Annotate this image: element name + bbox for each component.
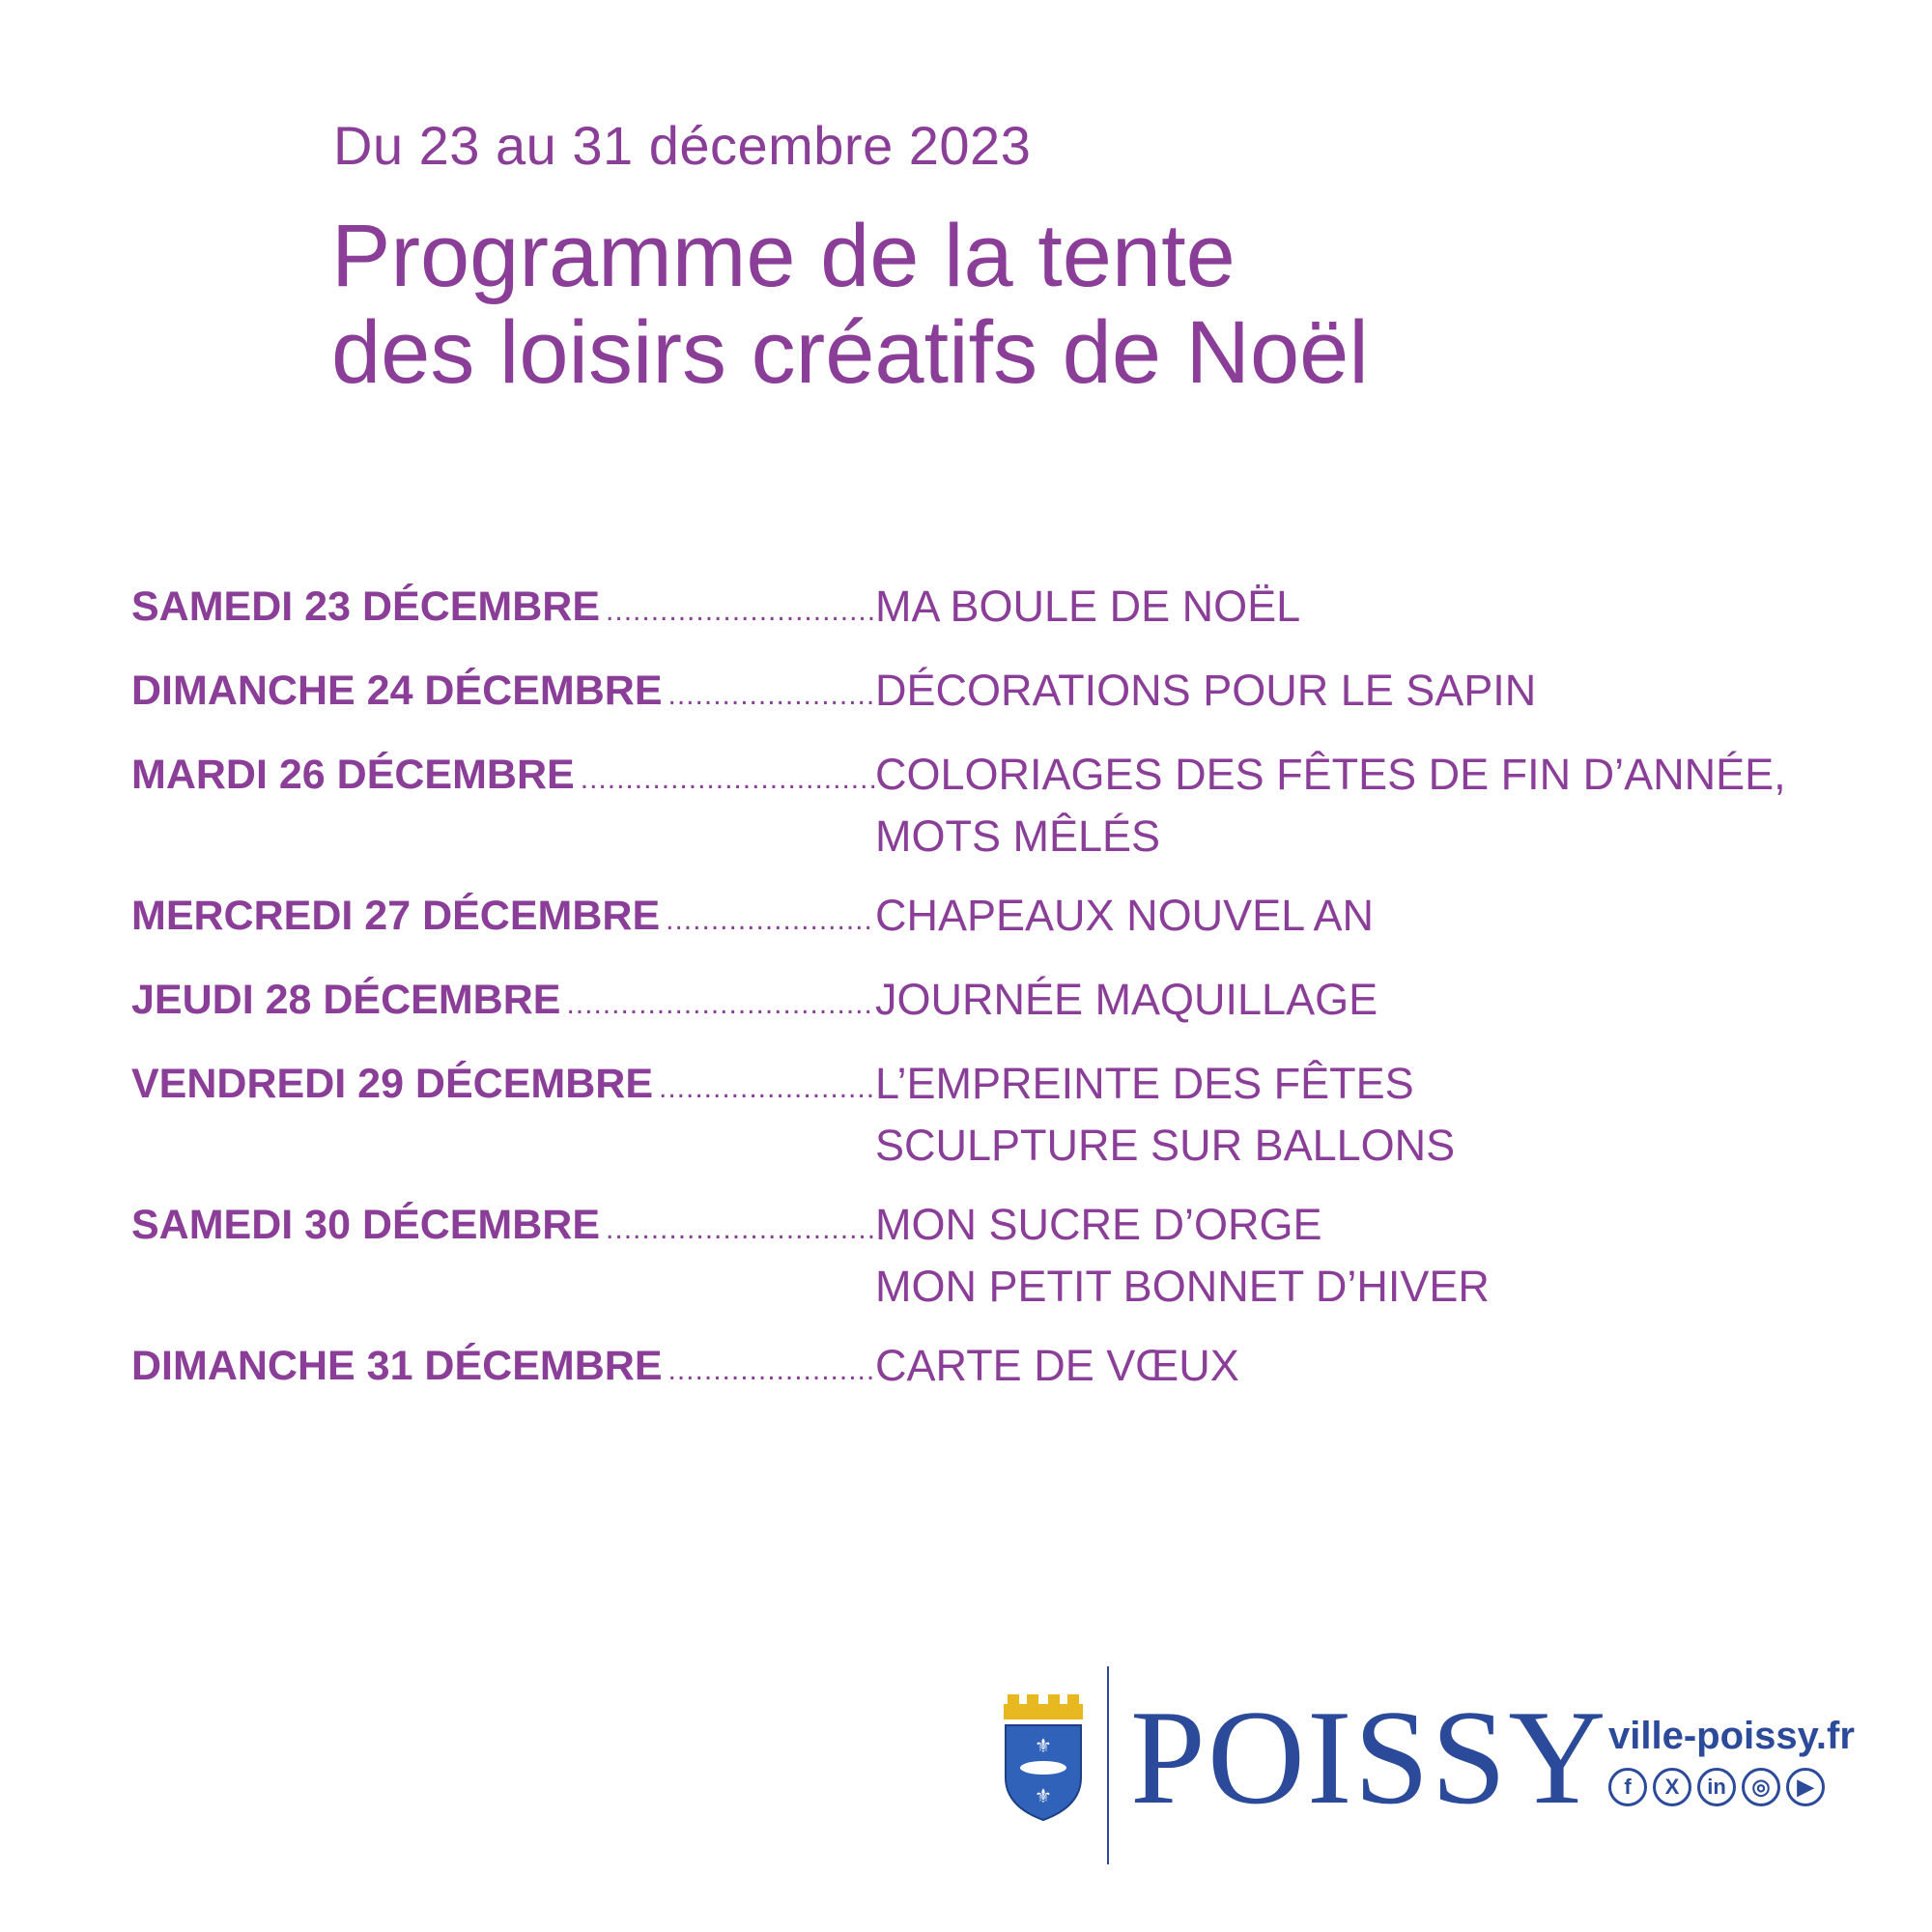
dot-leader: [666, 890, 875, 952]
schedule-activities: [875, 660, 1536, 722]
schedule-row: [131, 1053, 1832, 1177]
schedule-day: [131, 576, 875, 642]
title-line-2: des loisirs créatifs de Noël: [331, 303, 1369, 402]
page-title: [331, 208, 1369, 401]
linkedin-icon[interactable]: in: [1697, 1768, 1736, 1806]
schedule-day: [131, 744, 875, 810]
schedule-day-label: VENDREDI 29 DÉCEMBRE: [131, 1061, 653, 1107]
dot-leader: [606, 581, 875, 642]
schedule-day: [131, 885, 875, 952]
title-line-1: Programme de la tente: [331, 207, 1236, 305]
schedule-row: [131, 1194, 1832, 1318]
schedule-day-label: DIMANCHE 24 DÉCEMBRE: [131, 668, 663, 714]
schedule-activities: [875, 969, 1378, 1031]
activity-label: L’EMPREINTE DES FÊTES: [875, 1059, 1414, 1108]
schedule-day-label: DIMANCHE 31 DÉCEMBRE: [131, 1343, 663, 1389]
dot-leader: [566, 974, 875, 1036]
schedule-activities: [875, 1053, 1455, 1177]
schedule-day-label: MARDI 26 DÉCEMBRE: [131, 752, 575, 798]
activity-label: MOTS MÊLÉS: [875, 811, 1161, 861]
schedule-row: [131, 969, 1832, 1036]
schedule-day: [131, 1194, 875, 1261]
schedule-activities: [875, 885, 1374, 947]
event-dates: Du 23 au 31 décembre 2023: [333, 115, 1032, 176]
svg-text:⚜: ⚜: [1035, 1734, 1052, 1757]
schedule-day: [131, 1335, 875, 1402]
activity-label: CARTE DE VŒUX: [875, 1341, 1239, 1390]
footer-divider: [1107, 1666, 1109, 1864]
activity-label: COLORIAGES DES FÊTES DE FIN D’ANNÉE,: [875, 750, 1786, 799]
schedule-row: [131, 744, 1832, 867]
social-icons: [1608, 1768, 1825, 1806]
instagram-icon[interactable]: ◎: [1742, 1768, 1780, 1806]
dot-leader: [606, 1199, 875, 1261]
schedule-row: [131, 576, 1832, 642]
activity-label: CHAPEAUX NOUVEL AN: [875, 891, 1374, 940]
youtube-icon[interactable]: ▶: [1786, 1768, 1825, 1806]
poissy-crest-icon: [1000, 1689, 1087, 1824]
dot-leader: [668, 665, 875, 726]
svg-text:⚜: ⚜: [1035, 1784, 1052, 1807]
schedule-row: [131, 885, 1832, 952]
dot-leader: [659, 1058, 875, 1120]
dot-leader: [581, 749, 875, 810]
activity-label: SCULPTURE SUR BALLONS: [875, 1121, 1456, 1170]
schedule-day-label: SAMEDI 30 DÉCEMBRE: [131, 1202, 601, 1248]
schedule-row: [131, 660, 1832, 726]
activity-label: MON PETIT BONNET D’HIVER: [875, 1262, 1490, 1311]
schedule-day: [131, 660, 875, 726]
schedule-day-label: SAMEDI 23 DÉCEMBRE: [131, 583, 601, 630]
facebook-icon[interactable]: f: [1608, 1768, 1647, 1806]
schedule-day: [131, 1053, 875, 1120]
schedule-day: [131, 969, 875, 1036]
activity-label: DÉCORATIONS POUR LE SAPIN: [875, 666, 1537, 715]
activity-label: JOURNÉE MAQUILLAGE: [875, 975, 1378, 1024]
activity-label: MON SUCRE D’ORGE: [875, 1200, 1322, 1249]
schedule-activities: [875, 1335, 1239, 1397]
schedule-day-label: MERCREDI 27 DÉCEMBRE: [131, 893, 661, 939]
schedule-row: [131, 1335, 1832, 1402]
schedule-activities: [875, 576, 1300, 638]
schedule-activities: [875, 1194, 1490, 1318]
schedule-list: [131, 576, 1832, 1419]
poissy-logo: POISSY: [1130, 1683, 1608, 1833]
x-icon[interactable]: X: [1653, 1768, 1691, 1806]
schedule-activities: [875, 744, 1786, 867]
dot-leader: [668, 1340, 875, 1402]
schedule-day-label: JEUDI 28 DÉCEMBRE: [131, 977, 561, 1023]
activity-label: MA BOULE DE NOËL: [875, 582, 1301, 631]
website-link[interactable]: ville-poissy.fr: [1608, 1715, 1855, 1757]
